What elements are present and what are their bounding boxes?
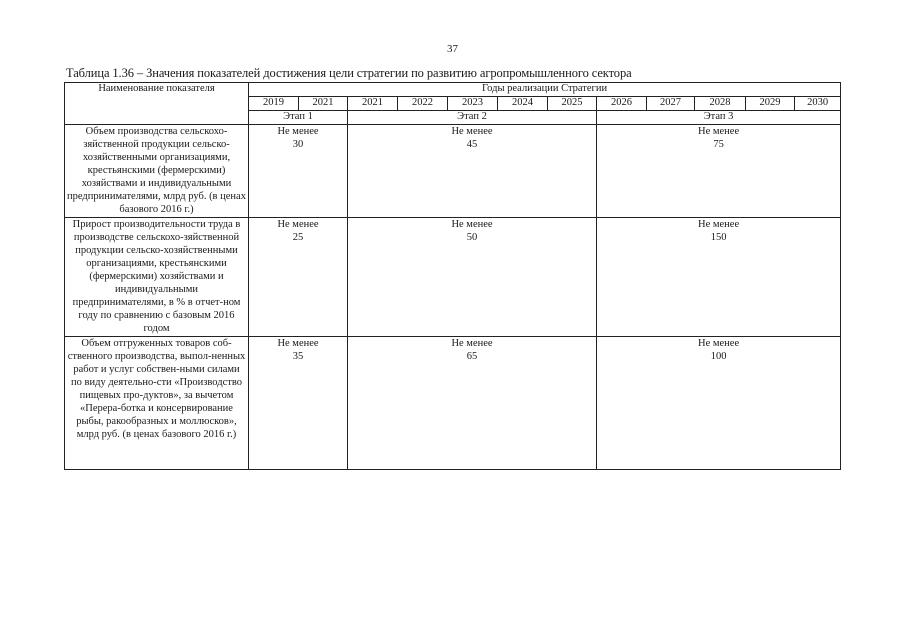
year-header: 2019 xyxy=(249,97,299,111)
year-header: 2025 xyxy=(548,97,597,111)
year-header: 2021 xyxy=(299,97,348,111)
year-header: 2027 xyxy=(647,97,695,111)
stage-2-value xyxy=(348,125,597,218)
value-label: Не менее xyxy=(698,338,740,349)
indicator-name: Объем отгруженных товаров соб-ственного производства, выпол-ненных работ и услуг собствен-ными силами по виду деятельно-сти «Производство пищевых про-дуктов», за вычетом «Перера-ботка и консервирование рыбы, ракообразных и моллюсков», млрд руб. (в ценах базового 2016 г.) xyxy=(65,337,249,470)
value-number: 35 xyxy=(292,351,304,362)
page-number: 37 xyxy=(447,43,458,55)
value-label: Не менее xyxy=(277,338,319,349)
value-number: 30 xyxy=(292,139,304,150)
indicator-column-header: Наименование показателя xyxy=(65,83,249,125)
stage-3-value xyxy=(597,125,841,218)
stage-3-value xyxy=(597,337,841,470)
stage-1-value xyxy=(249,125,348,218)
stage-1-value xyxy=(249,337,348,470)
stage-3-value xyxy=(597,218,841,337)
value-label: Не менее xyxy=(277,126,319,137)
table-row xyxy=(65,125,841,218)
indicators-table xyxy=(64,82,841,470)
value-label: Не менее xyxy=(451,338,493,349)
value-number: 100 xyxy=(710,351,727,362)
value-number: 45 xyxy=(466,139,478,150)
table-caption: Таблица 1.36 – Значения показателей достижения цели стратегии по развитию агропромышленного сектора xyxy=(66,66,632,80)
year-header: 2024 xyxy=(498,97,548,111)
stage-2-value xyxy=(348,218,597,337)
indicator-name: Прирост производительности труда в производстве сельскохо-зяйственной продукции сельско-хозяйственными организациями, крестьянскими (фермерскими) хозяйствами и индивидуальными предпринимателями, в % в отчет-ном году по сравнению с базовым 2016 годом xyxy=(65,218,249,337)
indicator-name: Объем производства сельскохо-зяйственной продукции сельско-хозяйственными организациями, крестьянскими (фермерскими) хозяйствами и индивидуальными предпринимателями, млрд руб. (в ценах базового 2016 г.) xyxy=(65,125,249,218)
year-header: 2022 xyxy=(398,97,448,111)
value-number: 65 xyxy=(466,351,478,362)
table-row xyxy=(65,218,841,337)
year-header: 2026 xyxy=(597,97,647,111)
value-number: 25 xyxy=(292,232,304,243)
value-label: Не менее xyxy=(698,219,740,230)
year-header: 2023 xyxy=(448,97,498,111)
value-label: Не менее xyxy=(698,126,740,137)
year-header: 2021 xyxy=(348,97,398,111)
header-row-group xyxy=(65,83,841,97)
stage-header-3: Этап 3 xyxy=(597,111,841,125)
stage-header-2: Этап 2 xyxy=(348,111,597,125)
year-header: 2030 xyxy=(795,97,841,111)
stage-2-value xyxy=(348,337,597,470)
year-header: 2029 xyxy=(746,97,795,111)
value-number: 150 xyxy=(710,232,727,243)
stage-header-1: Этап 1 xyxy=(249,111,348,125)
value-number: 50 xyxy=(466,232,478,243)
value-label: Не менее xyxy=(451,126,493,137)
value-label: Не менее xyxy=(277,219,319,230)
value-number: 75 xyxy=(713,139,724,150)
stage-1-value xyxy=(249,218,348,337)
year-header: 2028 xyxy=(695,97,746,111)
years-group-header: Годы реализации Стратегии xyxy=(249,83,841,97)
table-row xyxy=(65,337,841,470)
value-label: Не менее xyxy=(451,219,493,230)
